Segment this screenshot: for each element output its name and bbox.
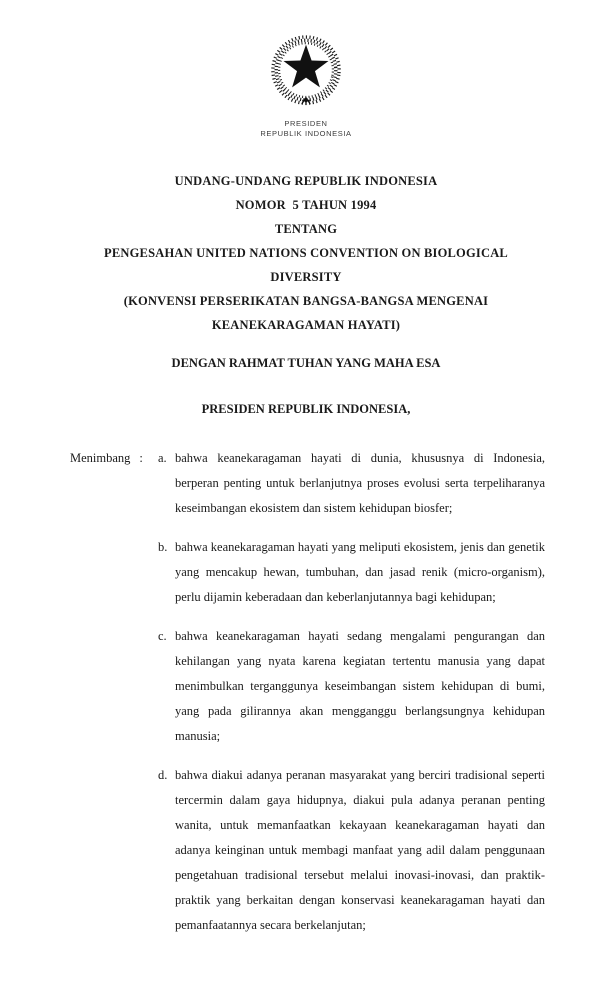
item-text: bahwa keanekaragaman hayati yang meliputi ekosistem, jenis dan genetik yang mencakup hewan, tumbuhan, dan jasad renik (micro-organism), perlu dijamin keberadaan dan keberlanjutannya bagi kehidupan; xyxy=(175,540,545,604)
item-letter: d. xyxy=(158,768,168,782)
emblem-caption-line1: PRESIDEN xyxy=(284,119,328,128)
title-line-subject-2: DIVERSITY xyxy=(270,270,342,284)
title-line-subject-id-2: KEANEKARAGAMAN HAYATI) xyxy=(211,318,401,332)
consideration-item-c xyxy=(158,624,545,749)
item-letter: b. xyxy=(158,540,168,554)
considerations-label: Menimbang xyxy=(70,451,131,465)
item-text: bahwa keanekaragaman hayati di dunia, khususnya di Indonesia, berperan penting untuk berlanjutnya proses evolusi serta terpeliharanya keseimbangan ekosistem dan sistem kehidupan biosfer; xyxy=(175,451,545,515)
item-letter: c. xyxy=(158,629,167,643)
title-line-number-year: NOMOR 5 TAHUN 1994 xyxy=(235,198,377,212)
document-title xyxy=(0,169,612,337)
star-wreath-emblem-icon xyxy=(254,33,358,111)
item-text: bahwa keanekaragaman hayati sedang mengalami pengurangan dan kehilangan yang nyata karena kegiatan tertentu manusia yang dapat menimbulkan terganggunya keseimbangan sistem kehidupan di bumi, yang pada gilirannya akan mengganggu berlangsungnya kehidupan manusia; xyxy=(175,629,545,743)
emblem-caption xyxy=(0,119,612,139)
considerations-section xyxy=(0,446,612,938)
considerations-list xyxy=(158,446,545,938)
presidential-emblem xyxy=(0,0,612,139)
considerations-gutter xyxy=(70,446,158,471)
consideration-item-b xyxy=(158,535,545,610)
title-line-tentang: TENTANG xyxy=(274,222,338,236)
consideration-item-d xyxy=(158,763,545,938)
invocation-line: DENGAN RAHMAT TUHAN YANG MAHA ESA xyxy=(171,356,441,370)
title-line-law-name: UNDANG-UNDANG REPUBLIK INDONESIA xyxy=(174,174,438,188)
item-text: bahwa diakui adanya peranan masyarakat yang berciri tradisional seperti tercermin dalam gaya hidupnya, diakui pula adanya peranan penting wanita, untuk memanfaatkan kekayaan keanekaragaman hayati dan adanya keinginan untuk membagi manfaat yang adil dalam penggunaan pengetahuan tradisional tersebut melalui inovasi-inovasi, dan praktik-praktik yang berkaitan dengan konservasi keanekaragaman hayati dan pemanfaatannya secara berkelanjutan; xyxy=(175,768,545,932)
authority-line: PRESIDEN REPUBLIK INDONESIA, xyxy=(201,402,411,416)
consideration-item-a xyxy=(158,446,545,521)
considerations-colon: : xyxy=(139,451,143,465)
title-line-subject-id-1: (KONVENSI PERSERIKATAN BANGSA-BANGSA MENGENAI xyxy=(123,294,489,308)
emblem-caption-line2: REPUBLIK INDONESIA xyxy=(260,129,352,138)
item-letter: a. xyxy=(158,451,167,465)
title-line-subject-1: PENGESAHAN UNITED NATIONS CONVENTION ON BIOLOGICAL xyxy=(104,246,508,260)
